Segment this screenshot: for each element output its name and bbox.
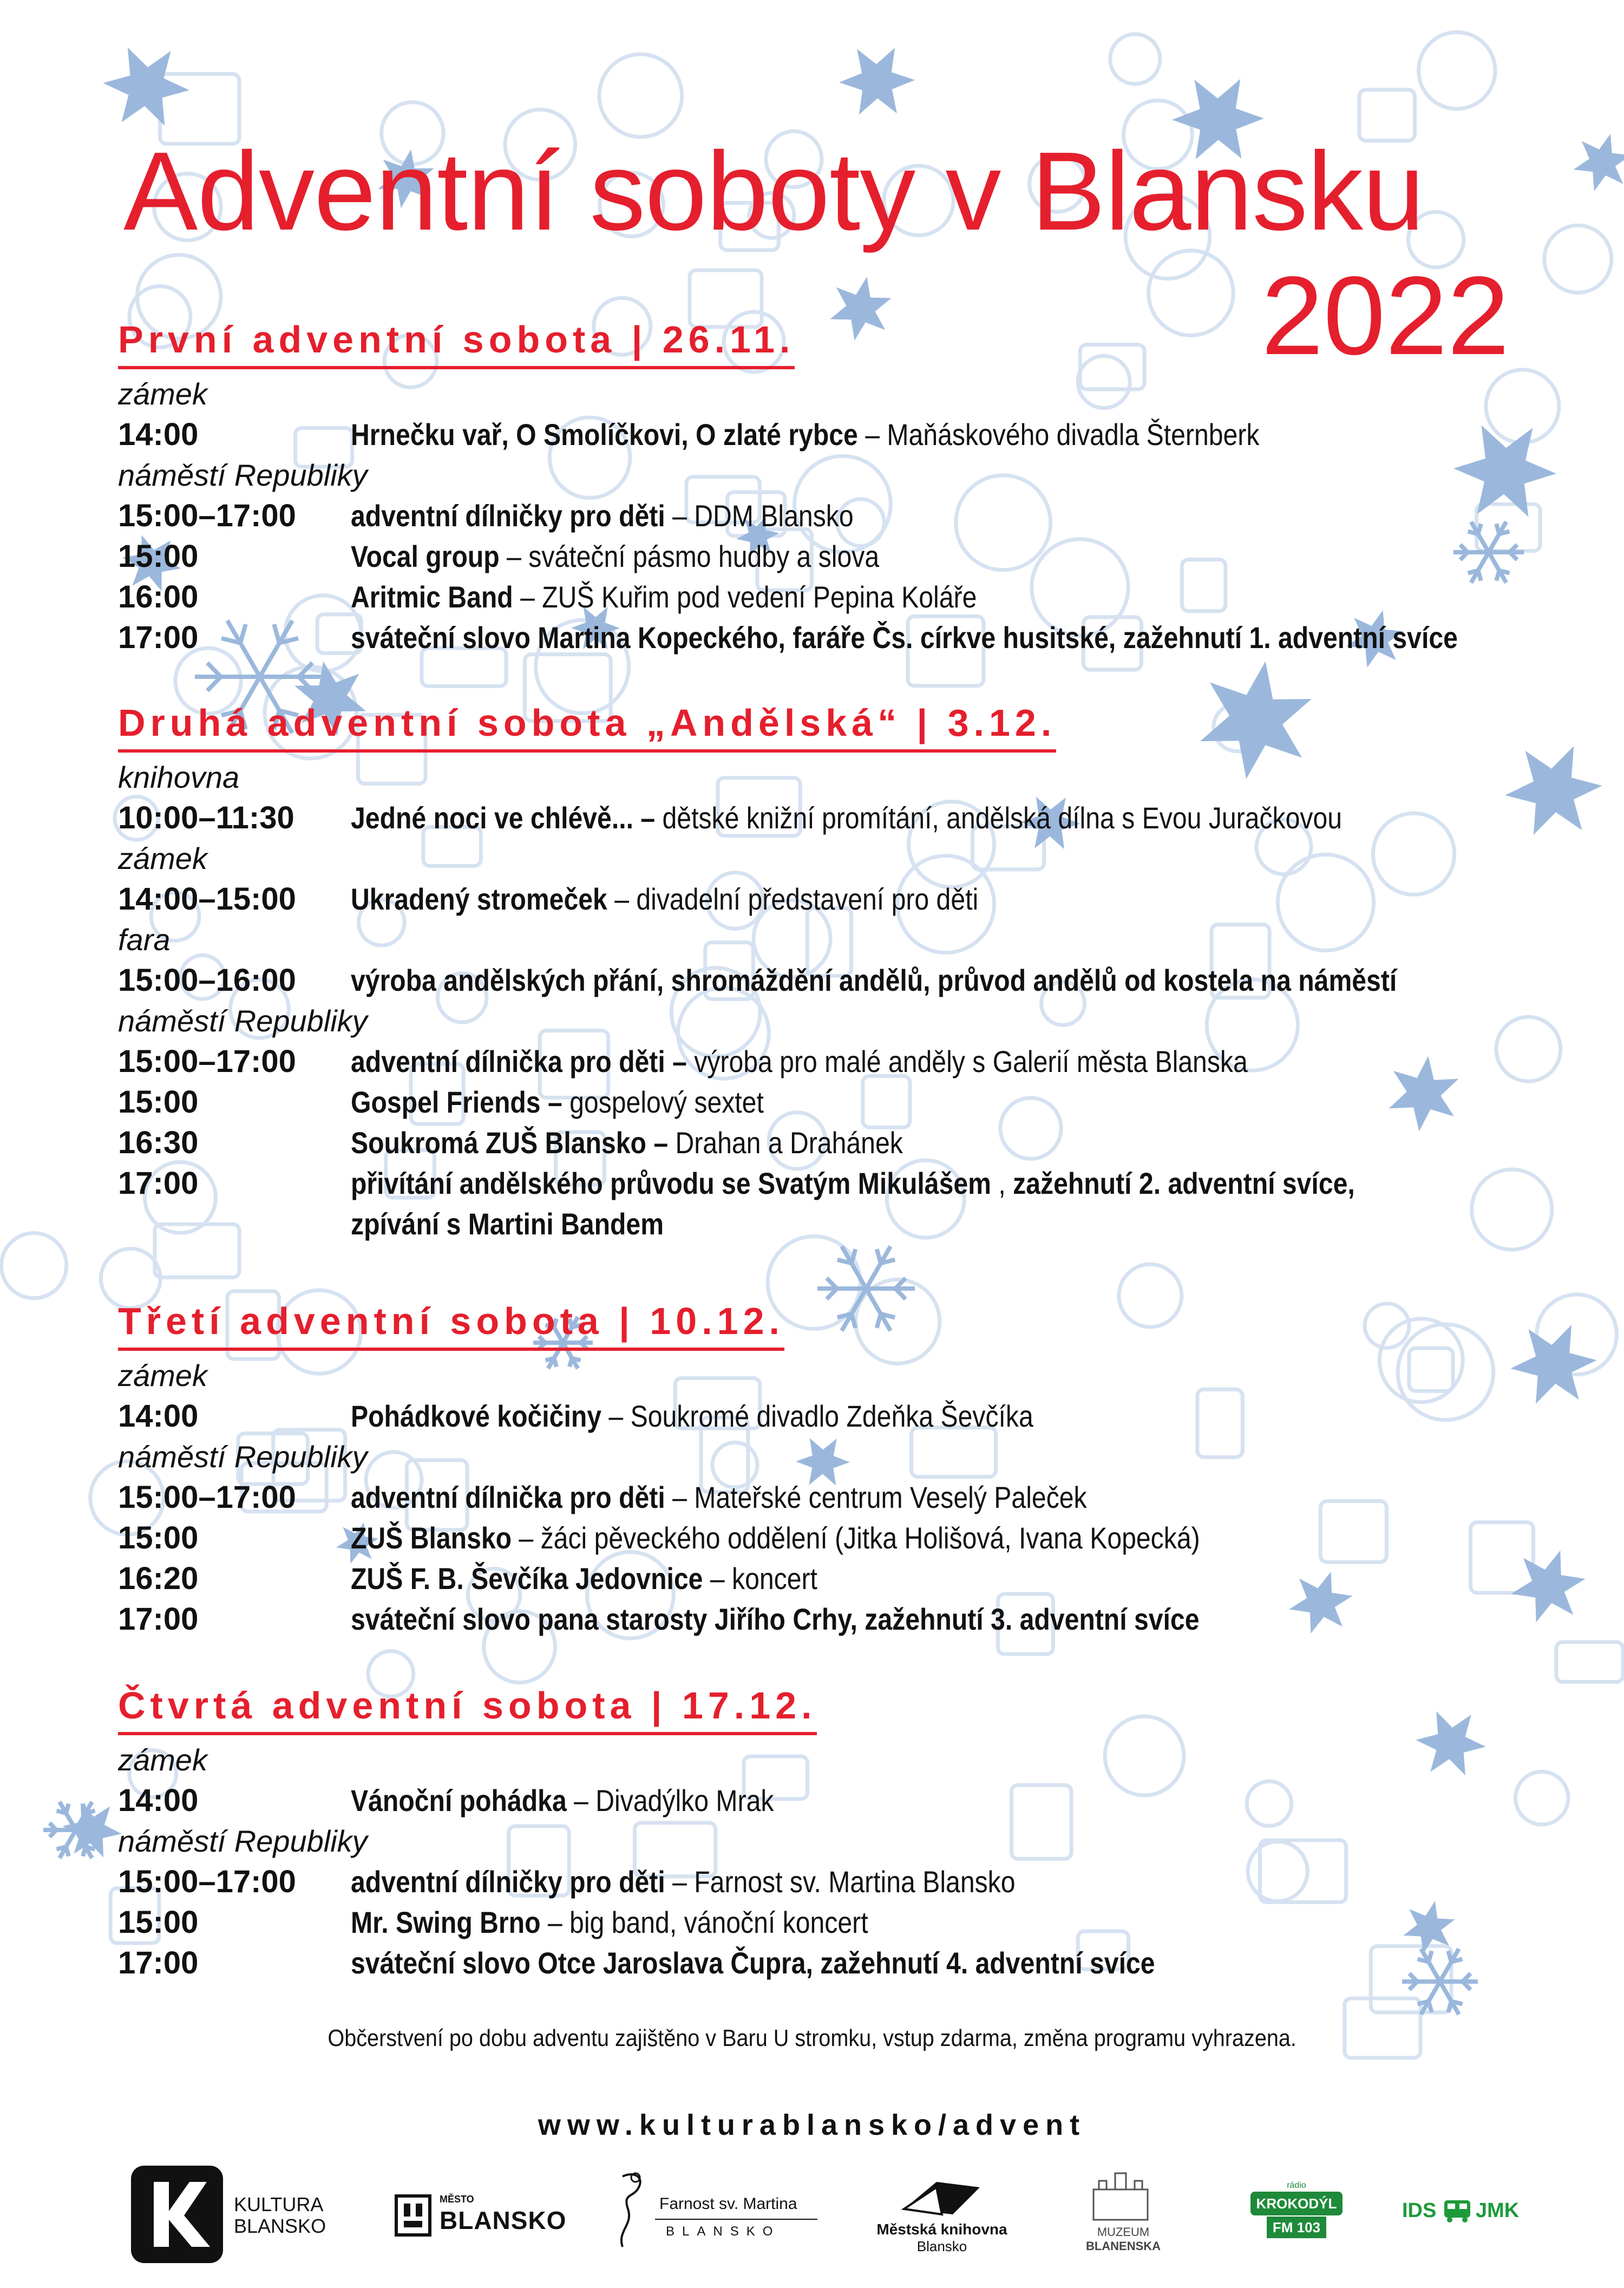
event-detail: Drahan a Drahánek <box>668 1126 903 1160</box>
event-title: Vocal group <box>351 539 500 573</box>
event-description <box>351 577 977 617</box>
logo-knihovna <box>866 2160 1018 2269</box>
logo-muzeum <box>1072 2160 1175 2269</box>
event-title: Soukromá ZUŠ Blansko – <box>351 1126 669 1160</box>
muzeum-line2: BLANENSKA <box>1085 2239 1161 2253</box>
event-title: Aritmic Band <box>351 580 513 614</box>
event-title: adventní dílničky pro děti <box>351 1865 665 1899</box>
event-detail: – Maňáskového divadla Šternberk <box>857 417 1260 452</box>
event-time: 14:00 <box>118 1783 199 1818</box>
event-time: 16:30 <box>118 1125 199 1160</box>
event-time: 17:00 <box>118 620 199 655</box>
event-description <box>351 536 879 577</box>
venue-label: zámek <box>118 1743 207 1777</box>
logo-radio-krokodyl <box>1250 2160 1343 2269</box>
event-time: 15:00–16:00 <box>118 963 296 998</box>
kultura-line1: KULTURA <box>234 2193 324 2215</box>
event-time: 14:00 <box>118 417 199 452</box>
section-heading: Druhá adventní sobota „Andělská“ | 3.12. <box>118 704 1056 753</box>
event-time: 15:00–17:00 <box>118 498 296 533</box>
ids-left: IDS <box>1402 2199 1437 2222</box>
event-detail: – Soukromé divadlo Zdeňka Ševčíka <box>601 1399 1033 1433</box>
event-detail: – DDM Blansko <box>665 499 854 533</box>
event-title: Ukradený stromeček <box>351 882 607 916</box>
event-description <box>351 879 978 919</box>
logo-ids-jmk <box>1402 2160 1520 2269</box>
program-row <box>118 1122 1580 1163</box>
knihovna-line2: Blansko <box>916 2238 967 2254</box>
venue-label: zámek <box>118 377 207 411</box>
event-description <box>351 960 1397 1001</box>
event-time: 15:00 <box>118 1084 199 1120</box>
event-description <box>351 1041 1248 1082</box>
program-row <box>118 960 1580 1001</box>
event-title: přivítání andělského průvodu se Svatým Mikulášem <box>351 1166 991 1200</box>
event-title: sváteční slovo pana starosty Jiřího Crhy, zažehnutí 3. adventní svíce <box>351 1602 1200 1636</box>
knihovna-line1: Městská knihovna <box>876 2221 1007 2238</box>
section-heading: Čtvrtá adventní sobota | 17.12. <box>118 1686 817 1735</box>
event-title: ZUŠ Blansko <box>351 1521 512 1555</box>
event-time: 16:20 <box>118 1561 199 1596</box>
event-detail: – ZUŠ Kuřim pod vedení Pepina Koláře <box>513 580 977 614</box>
event-detail: – Divadýlko Mrak <box>566 1783 774 1818</box>
program-row <box>118 1396 1580 1436</box>
page-year: 2022 <box>1261 253 1510 378</box>
event-time: 15:00–17:00 <box>118 1864 296 1899</box>
event-title: sváteční slovo Otce Jaroslava Čupra, zažehnutí 4. adventní svíce <box>351 1946 1155 1980</box>
program-row <box>118 414 1580 455</box>
event-title: adventní dílničky pro děti <box>351 499 665 533</box>
event-description <box>351 1082 764 1122</box>
event-detail: výroba pro malé anděly s Galerií města Blanska <box>686 1044 1248 1078</box>
program-row <box>118 1861 1580 1902</box>
saint-martin-icon <box>612 2166 655 2258</box>
event-description <box>351 1599 1200 1639</box>
event-title: výroba andělských přání, shromáždění andělů, průvod andělů od kostela na náměstí <box>351 963 1397 997</box>
event-title: adventní dílnička pro děti – <box>351 1044 687 1078</box>
venue-label: fara <box>118 923 171 957</box>
event-description <box>351 1396 1033 1436</box>
program-row <box>118 617 1580 658</box>
event-time: 15:00 <box>118 1520 199 1555</box>
krokodyl-top: rádio <box>1287 2181 1306 2190</box>
event-detail: – žáci pěveckého oddělení (Jitka Holišová, Ivana Kopecká) <box>512 1521 1200 1555</box>
tram-icon <box>1441 2196 1474 2223</box>
city-crest-icon <box>394 2194 432 2237</box>
event-detail: – koncert <box>703 1561 817 1596</box>
event-description <box>351 1558 817 1599</box>
krokodyl-name: KROKODÝL <box>1250 2192 1343 2215</box>
venue-label: náměstí Republiky <box>118 1004 368 1038</box>
venue-label: náměstí Republiky <box>118 1440 368 1474</box>
program-row <box>118 1943 1580 1983</box>
event-description <box>351 1780 774 1821</box>
event-description <box>351 1477 1087 1518</box>
event-description <box>351 1163 1355 1204</box>
event-time: 17:00 <box>118 1945 199 1980</box>
event-title: ZUŠ F. B. Ševčíka Jedovnice <box>351 1561 703 1596</box>
program-row <box>118 577 1580 617</box>
program-row <box>118 1082 1580 1122</box>
event-title: Jedné noci ve chlévě... – <box>351 801 656 835</box>
event-title: adventní dílnička pro děti <box>351 1480 665 1514</box>
castle-icon <box>1088 2168 1153 2222</box>
program-row <box>118 1518 1580 1558</box>
event-time: 15:00–17:00 <box>118 1480 296 1515</box>
program-row <box>118 536 1580 577</box>
event-time: 17:00 <box>118 1601 199 1637</box>
event-title: Pohádkové kočičiny <box>351 1399 602 1433</box>
event-detail: – Farnost sv. Martina Blansko <box>665 1865 1016 1899</box>
event-detail: – big band, vánoční koncert <box>540 1905 868 1939</box>
page-title: Adventní soboty v Blansku <box>123 129 1424 253</box>
ids-right: JMK <box>1476 2199 1520 2222</box>
mesto-small-label: MĚSTO <box>440 2194 474 2205</box>
footer-note: Občerstvení po dobu adventu zajištěno v Baru U stromku, vstup zdarma, změna programu vyhrazena. <box>328 2025 1296 2051</box>
event-title: Mr. Swing Brno <box>351 1905 541 1939</box>
event-description <box>351 1902 868 1943</box>
section-heading: Třetí adventní sobota | 10.12. <box>118 1302 784 1351</box>
event-description <box>351 1518 1200 1558</box>
event-time: 15:00 <box>118 539 199 574</box>
venue-label: zámek <box>118 841 207 875</box>
program-section <box>118 318 1580 658</box>
program-section <box>118 1302 1580 1639</box>
event-time: 14:00–15:00 <box>118 881 296 917</box>
event-title-continued: zažehnutí 2. adventní svíce, <box>1013 1166 1355 1200</box>
event-detail: – sváteční pásmo hudby a slova <box>499 539 880 573</box>
event-title: sváteční slovo Martina Kopeckého, faráře Čs. církve husitské, zažehnutí 1. adventní svíce <box>351 620 1458 655</box>
event-time: 15:00 <box>118 1905 199 1940</box>
program-section <box>118 704 1580 1244</box>
event-time: 14:00 <box>118 1398 199 1434</box>
venue-label: zámek <box>118 1358 207 1393</box>
program-row <box>118 1599 1580 1639</box>
venue-label: knihovna <box>118 760 240 794</box>
event-title: Hrnečku vař, O Smolíčkovi, O zlaté rybce <box>351 417 858 452</box>
program-section <box>118 1686 1580 1983</box>
program-row <box>118 879 1580 919</box>
event-description <box>351 1943 1155 1983</box>
partner-logos <box>0 2160 1624 2269</box>
logo-farnost <box>612 2160 817 2269</box>
program-row <box>118 1902 1580 1943</box>
event-detail: dětské knižní promítání, andělská dílna s Evou Juračkovou <box>655 801 1343 835</box>
event-time: 17:00 <box>118 1166 199 1201</box>
event-title: Gospel Friends – <box>351 1085 562 1119</box>
program-row <box>118 1041 1580 1082</box>
program-row <box>118 1477 1580 1518</box>
event-detail: – divadelní představení pro děti <box>607 882 979 916</box>
kultura-k-icon <box>126 2160 228 2269</box>
event-time: 16:00 <box>118 579 199 615</box>
program-row <box>118 1163 1580 1204</box>
event-description <box>351 495 854 536</box>
event-time: 15:00–17:00 <box>118 1044 296 1079</box>
event-description <box>351 414 1259 455</box>
farnost-line2: BLANSKO <box>666 2224 781 2239</box>
program-row <box>118 1558 1580 1599</box>
event-detail: , <box>991 1166 1013 1200</box>
krokodyl-frequency: FM 103 <box>1267 2217 1326 2238</box>
logo-mesto-blansko <box>394 2160 567 2269</box>
event-description <box>351 1122 903 1163</box>
event-detail: gospelový sextet <box>562 1085 764 1119</box>
program-row <box>118 1204 1580 1244</box>
venue-label: náměstí Republiky <box>118 1824 368 1858</box>
program-row <box>118 797 1580 838</box>
event-description <box>351 617 1458 658</box>
event-title: Vánoční pohádka <box>351 1783 567 1818</box>
event-description <box>351 1861 1016 1902</box>
kultura-line2: BLANSKO <box>234 2215 326 2237</box>
book-icon <box>899 2171 985 2220</box>
program-row <box>118 495 1580 536</box>
event-title: zpívání s Martini Bandem <box>351 1207 664 1241</box>
farnost-line1: Farnost sv. Martina <box>659 2195 797 2213</box>
event-description <box>351 797 1342 838</box>
mesto-big-label: BLANSKO <box>440 2206 567 2234</box>
event-description <box>351 1204 664 1244</box>
logo-kultura-blansko <box>126 2160 353 2269</box>
venue-label: náměstí Republiky <box>118 458 368 492</box>
program-row <box>118 1780 1580 1821</box>
event-time: 10:00–11:30 <box>118 800 294 835</box>
section-heading: První adventní sobota | 26.11. <box>118 321 795 369</box>
muzeum-line1: MUZEUM <box>1097 2225 1150 2239</box>
website-url[interactable]: www.kulturablansko/advent <box>538 2109 1086 2141</box>
event-detail: – Mateřské centrum Veselý Paleček <box>665 1480 1087 1514</box>
